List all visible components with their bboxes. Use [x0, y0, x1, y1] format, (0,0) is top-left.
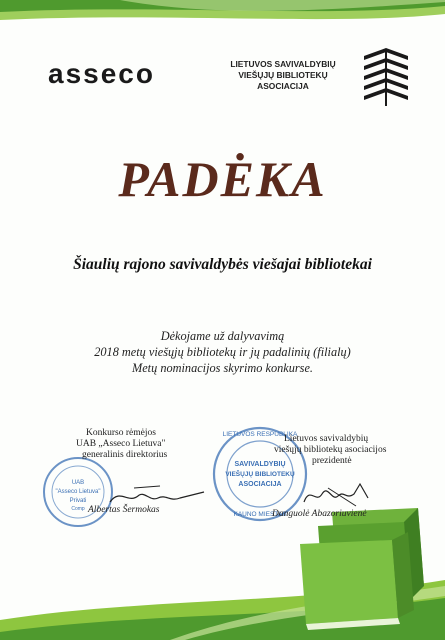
left-signer-name: Albertas Šermokas [88, 505, 160, 515]
association-name [222, 59, 344, 92]
asseco-logo: asseco [48, 58, 155, 89]
right-stamp-text: ASOCIACIJA [238, 481, 282, 488]
thanks-line: 2018 metų viešųjų bibliotekų ir jų padalinių (filialų) [94, 345, 351, 359]
association-name-line: LIETUVOS SAVIVALDYBIŲ [230, 59, 336, 69]
right-signer-name: Danguolė Abazoriuvienė [272, 509, 367, 519]
left-stamp-text: Comp [71, 506, 85, 512]
right-stamp-text: LIETUVOS RESPUBLIKA [222, 431, 298, 438]
thanks-line: Metų nominacijos skyrimo konkurse. [131, 361, 313, 375]
right-stamp-text: VIEŠŲJŲ BIBLIOTEKŲ [225, 471, 295, 478]
right-handwritten-signature [298, 476, 378, 512]
thanks-line: Dėkojame už dalyvavimą [160, 329, 285, 343]
association-name-line: VIEŠŲJŲ BIBLIOTEKŲ [238, 70, 328, 80]
association-name-line: ASOCIACIJA [257, 81, 309, 91]
left-signer-line: Konkurso rėmėjos [86, 428, 156, 438]
left-signer-line: UAB „Asseco Lietuva" [76, 439, 166, 449]
recipient: Šiaulių rajono savivaldybės viešajai bibliotekai [73, 256, 372, 273]
thanks-message [0, 328, 445, 376]
association-book-logo-icon [358, 44, 414, 114]
books-illustration [300, 508, 424, 630]
left-stamp-text: Privati [69, 498, 87, 504]
left-stamp-text: UAB [71, 480, 85, 486]
certificate-title: PADĖKA [118, 151, 327, 207]
top-green-swoosh [0, 0, 445, 40]
left-signer-line: generalinis direktorius [82, 450, 168, 460]
right-stamp-text: KAUNO MIESTAS [233, 511, 287, 518]
left-stamp-text: "Asseco Lietuva" [55, 489, 101, 495]
right-signer-line: prezidentė [312, 456, 352, 466]
right-signer-line: Lietuvos savivaldybių [284, 434, 369, 444]
right-stamp-text: SAVIVALDYBIŲ [234, 461, 286, 468]
right-signer-line: viešųjų bibliotekų asociacijos [274, 445, 387, 455]
